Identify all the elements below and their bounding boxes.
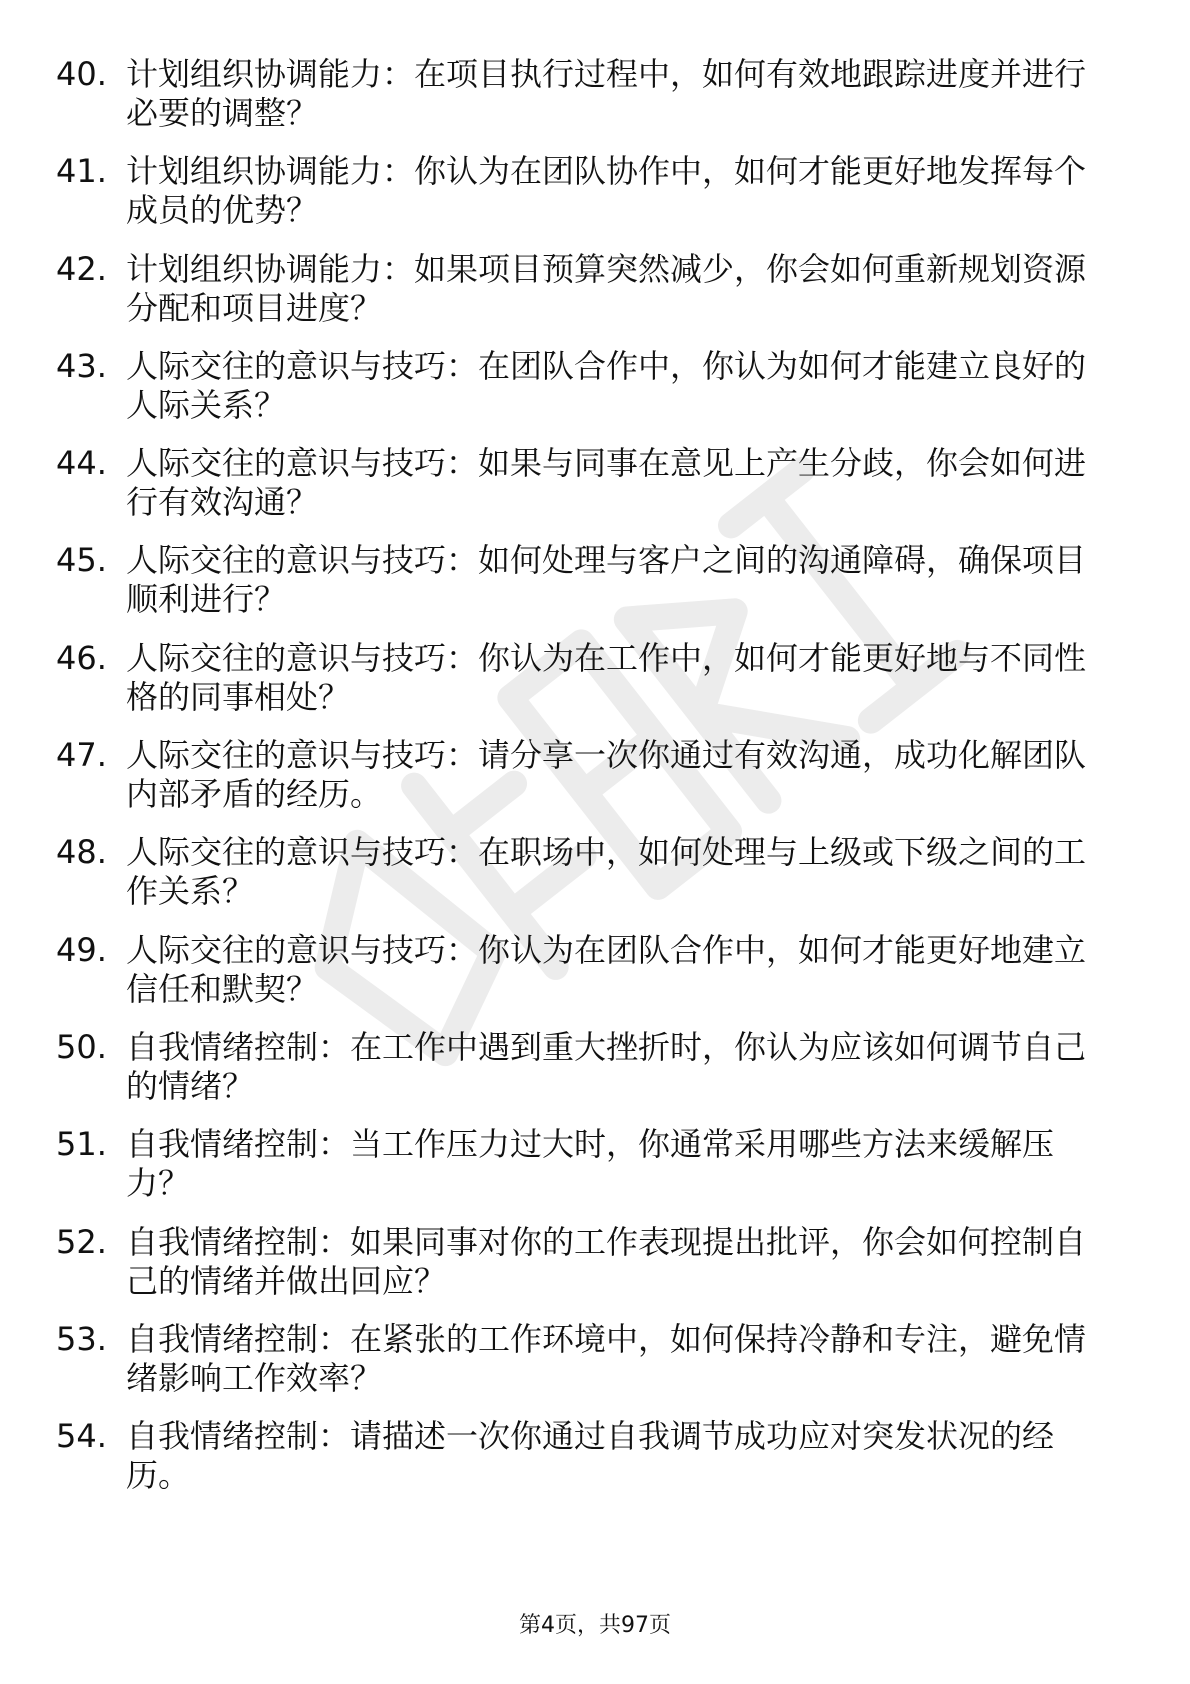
question-number: 50.	[56, 1027, 107, 1066]
list-item	[56, 1125, 1116, 1222]
question-text: 自我情绪控制：在紧张的工作环境中，如何保持冷静和专注，避免情绪影响工作效率？	[126, 1319, 1087, 1397]
question-number: 46.	[56, 638, 107, 677]
question-text: 自我情绪控制：在工作中遇到重大挫折时，你认为应该如何调节自己的情绪？	[126, 1027, 1087, 1105]
question-number: 52.	[56, 1222, 107, 1261]
list-item	[56, 931, 1116, 1028]
question-text: 自我情绪控制：请描述一次你通过自我调节成功应对突发状况的经历。	[126, 1417, 1055, 1495]
question-text: 人际交往的意识与技巧：如何处理与客户之间的沟通障碍，确保项目顺利进行？	[126, 541, 1087, 619]
question-number: 47.	[56, 736, 107, 775]
list-item	[56, 250, 1116, 347]
question-number: 44.	[56, 444, 107, 483]
list-item	[56, 152, 1116, 249]
question-number: 48.	[56, 833, 107, 872]
question-number: 49.	[56, 930, 107, 969]
list-item	[56, 347, 1116, 444]
question-text: 自我情绪控制：如果同事对你的工作表现提出批评，你会如何控制自己的情绪并做出回应？	[126, 1222, 1087, 1300]
question-number: 40.	[56, 55, 107, 93]
question-text: 人际交往的意识与技巧：在团队合作中，你认为如何才能建立良好的人际关系？	[126, 346, 1087, 424]
question-text: 人际交往的意识与技巧：在职场中，如何处理与上级或下级之间的工作关系？	[126, 833, 1087, 911]
list-item	[56, 1028, 1116, 1125]
question-text: 计划组织协调能力：如果项目预算突然减少，你会如何重新规划资源分配和项目进度？	[126, 249, 1087, 327]
question-number: 43.	[56, 346, 107, 385]
question-text: 计划组织协调能力：你认为在团队协作中，如何才能更好地发挥每个成员的优势？	[126, 152, 1087, 230]
question-text: 自我情绪控制：当工作压力过大时，你通常采用哪些方法来缓解压力？	[126, 1125, 1055, 1203]
list-item	[56, 833, 1116, 930]
question-number: 41.	[56, 152, 107, 191]
list-item	[56, 639, 1116, 736]
list-item	[56, 541, 1116, 638]
list-item	[56, 1320, 1116, 1417]
page-number-footer: 第4页，共97页	[519, 1613, 671, 1638]
question-number: 42.	[56, 249, 107, 288]
question-text: 人际交往的意识与技巧：请分享一次你通过有效沟通，成功化解团队内部矛盾的经历。	[126, 736, 1087, 814]
list-item	[56, 1223, 1116, 1320]
list-item	[56, 1417, 1116, 1514]
question-text: 计划组织协调能力：在项目执行过程中，如何有效地跟踪进度并进行必要的调整？	[126, 55, 1087, 132]
list-item	[56, 55, 1116, 152]
list-item	[56, 736, 1116, 833]
question-number: 54.	[56, 1417, 107, 1456]
question-number: 53.	[56, 1319, 107, 1358]
list-item	[56, 444, 1116, 541]
question-text: 人际交往的意识与技巧：你认为在团队合作中，如何才能更好地建立信任和默契？	[126, 930, 1087, 1008]
question-text: 人际交往的意识与技巧：如果与同事在意见上产生分歧，你会如何进行有效沟通？	[126, 444, 1087, 522]
question-number: 51.	[56, 1125, 107, 1164]
question-text: 人际交往的意识与技巧：你认为在工作中，如何才能更好地与不同性格的同事相处？	[126, 638, 1087, 716]
question-list	[56, 55, 1116, 1514]
question-number: 45.	[56, 541, 107, 580]
